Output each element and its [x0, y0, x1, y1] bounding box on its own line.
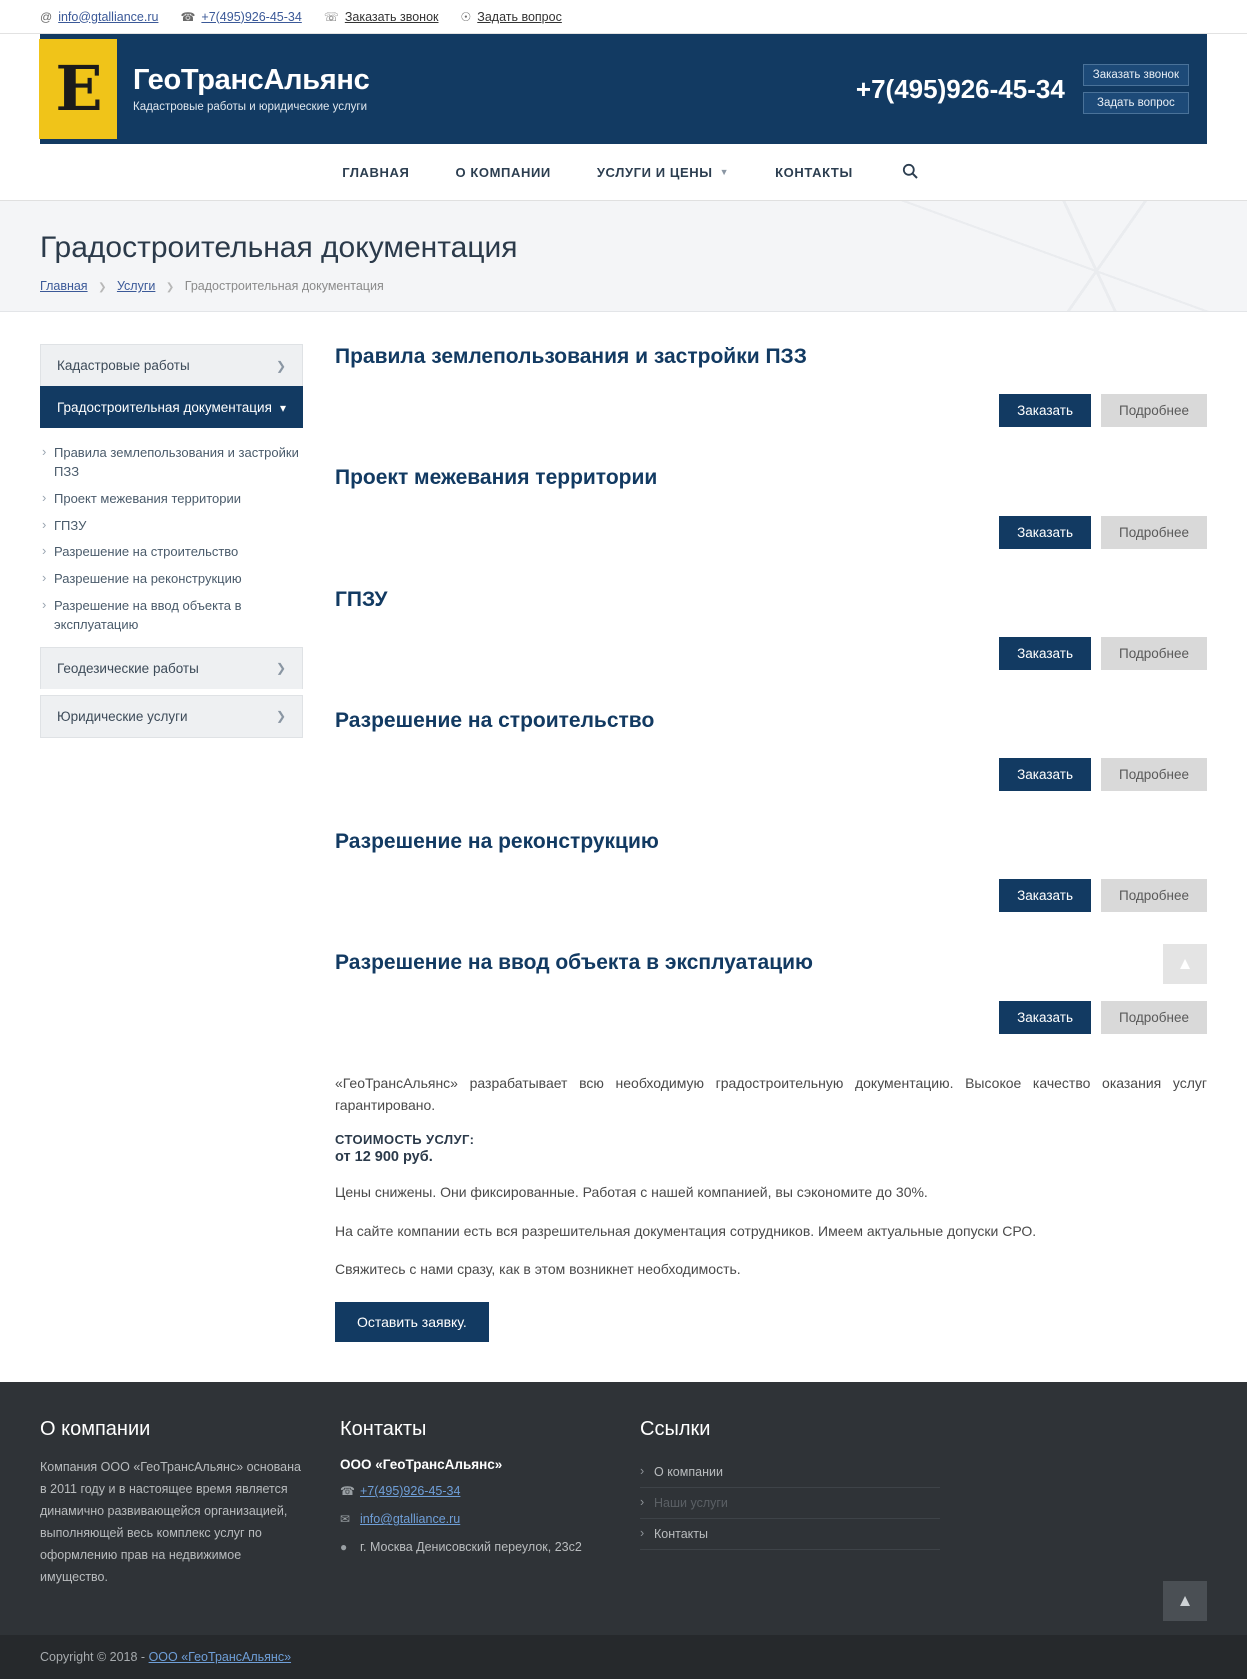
logo[interactable] [39, 39, 117, 139]
service-title: Разрешение на реконструкцию [335, 830, 659, 853]
description-paragraph-3: На сайте компании есть вся разрешительная документация сотрудников. Имеем актуальные допуски СРО. [335, 1222, 1037, 1239]
footer-about-text: Компания ООО «ГеоТрансАльянс» основана в 2011 году и в настоящее время является динамично развивающейся организацией, выполняющей весь комплекс услуг по оформлению прав на недвижимое имущество. [40, 1460, 301, 1584]
service-item [335, 950, 1207, 1033]
sidebar-subitem-rekonstrukciya[interactable]: › Разрешение на реконструкцию [42, 566, 303, 593]
sidebar-item-legal[interactable] [40, 695, 303, 738]
description-paragraph-4: Свяжитесь с нами сразу, как в этом возникнет необходимость. [335, 1261, 741, 1278]
logo-glyph: Е [55, 52, 101, 125]
details-button[interactable]: Подробнее [1101, 758, 1207, 791]
site-header [40, 34, 1207, 144]
service-title: ГПЗУ [335, 587, 388, 611]
topbar-phone[interactable] [180, 10, 301, 24]
nav-item-label: УСЛУГИ И ЦЕНЫ [596, 164, 713, 180]
footer-link-services[interactable]: › Наши услуги [640, 1488, 940, 1519]
sidebar-item-cadastral[interactable] [40, 344, 303, 386]
footer-about [40, 1418, 340, 1588]
scroll-to-top-button[interactable] [1163, 944, 1207, 984]
nav-item-about[interactable] [432, 165, 573, 180]
service-actions [335, 879, 1207, 912]
nav-item-label: КОНТАКТЫ [775, 164, 853, 180]
service-actions [335, 758, 1207, 791]
order-button[interactable]: Заказать [999, 758, 1091, 791]
footer-phone-line[interactable] [340, 1482, 610, 1501]
sidebar-item-urban-docs[interactable] [40, 386, 303, 428]
header-question-button[interactable]: Задать вопрос [1083, 92, 1189, 114]
details-button[interactable]: Подробнее [1101, 1001, 1207, 1034]
page-title-band [0, 201, 1247, 312]
sidebar-subitem-stroitelstvo[interactable]: › Разрешение на строительство [42, 539, 303, 566]
sidebar-item-label: Градостроительная документация [57, 400, 272, 415]
site-footer [0, 1382, 1247, 1634]
sidebar-item-geodesy[interactable] [40, 647, 303, 689]
envelope-icon: ✉ [340, 1512, 351, 1527]
header-buttons [1083, 64, 1189, 114]
service-item [335, 587, 1207, 670]
brand-name: ГеоТрансАльянс [133, 64, 370, 97]
arrow-up-icon: ▲ [1176, 954, 1194, 973]
service-actions [335, 516, 1207, 549]
footer-email-link[interactable]: info@gtalliance.ru [360, 1512, 461, 1527]
at-icon: @ [40, 9, 53, 24]
footer-email-line[interactable] [340, 1510, 610, 1529]
details-button[interactable]: Подробнее [1101, 394, 1207, 427]
chevron-right-icon: ❯ [275, 709, 286, 724]
scroll-to-top-button-footer[interactable] [1163, 1581, 1207, 1621]
chevron-right-icon: ❯ [165, 282, 175, 293]
chevron-down-icon: ▾ [279, 400, 286, 415]
phone-handset-icon: ☏ [323, 9, 339, 24]
topbar-question-link[interactable]: Задать вопрос [477, 9, 562, 24]
footer-contacts [340, 1418, 640, 1588]
price-label: СТОИМОСТЬ УСЛУГ: [335, 1132, 475, 1148]
service-title: Проект межевания территории [335, 466, 658, 490]
chevron-right-icon: ❯ [275, 661, 286, 676]
header-callback-button[interactable]: Заказать звонок [1083, 64, 1189, 86]
header-phone[interactable]: +7(495)926-45-34 [855, 73, 1065, 104]
footer-links-title: Ссылки [640, 1418, 711, 1441]
service-title: Разрешение на строительство [335, 708, 655, 732]
footer-contacts-title: Контакты [340, 1418, 427, 1441]
footer-link-contacts[interactable]: › Контакты [640, 1519, 940, 1550]
topbar-phone-link[interactable]: +7(495)926-45-34 [201, 9, 302, 24]
chevron-down-icon: ▼ [719, 167, 730, 177]
footer-address-line [340, 1538, 610, 1557]
footer-address: г. Москва Денисовский переулок, 23с2 [360, 1539, 582, 1554]
sidebar-submenu [40, 428, 303, 647]
service-item [335, 344, 1207, 427]
order-button[interactable]: Заказать [999, 637, 1091, 670]
nav-wrap [0, 144, 1247, 201]
service-item [335, 829, 1207, 912]
sidebar-item-label: Кадастровые работы [57, 358, 190, 373]
brand-subtitle: Кадастровые работы и юридические услуги [133, 100, 368, 113]
service-actions [335, 1001, 1207, 1034]
breadcrumb [40, 279, 1207, 293]
location-pin-icon: ● [340, 1539, 348, 1554]
service-title: Разрешение на ввод объекта в эксплуатацию [335, 951, 813, 975]
details-button[interactable]: Подробнее [1101, 516, 1207, 549]
nav-item-services[interactable] [574, 165, 752, 180]
breadcrumb-item-home[interactable]: Главная [40, 279, 88, 293]
sidebar-subitem-vvod[interactable]: › Разрешение на ввод объекта в эксплуатацию [42, 593, 303, 639]
nav-item-label: О КОМПАНИИ [455, 164, 551, 180]
breadcrumb-item-current: Градостроительная документация [184, 279, 384, 293]
sidebar-item-label: Юридические услуги [57, 708, 188, 724]
brand [133, 65, 369, 113]
nav-item-contacts[interactable] [752, 165, 876, 180]
chevron-right-icon: ❯ [98, 282, 107, 293]
copyright-company-link[interactable]: ООО «ГеоТрансАльянс» [148, 1649, 292, 1664]
copyright-bar [0, 1635, 1247, 1679]
top-bar [0, 0, 1247, 34]
header-right [856, 64, 1207, 114]
order-button[interactable]: Заказать [999, 516, 1091, 549]
page-content [0, 312, 1247, 1382]
service-item [335, 465, 1207, 548]
breadcrumb-item-services[interactable]: Услуги [116, 279, 156, 293]
service-actions [335, 394, 1207, 427]
search-icon[interactable] [876, 163, 928, 182]
service-title: Правила землепользования и застройки ПЗЗ [335, 345, 807, 368]
details-button[interactable]: Подробнее [1101, 637, 1207, 670]
question-circle-icon: ☉ [460, 9, 472, 24]
chevron-right-icon: ❯ [275, 358, 286, 373]
submit-request-button[interactable]: Оставить заявку. [335, 1302, 489, 1342]
details-button[interactable]: Подробнее [1101, 879, 1207, 912]
phone-icon: ☎ [180, 9, 196, 24]
footer-about-title: О компании [40, 1418, 151, 1441]
arrow-up-icon: ▲ [1176, 1590, 1194, 1610]
service-actions [335, 637, 1207, 670]
copyright-prefix: Copyright © 2018 - [40, 1649, 149, 1664]
phone-icon: ☎ [340, 1484, 355, 1499]
topbar-callback-link[interactable]: Заказать звонок [344, 9, 439, 24]
order-button[interactable]: Заказать [999, 879, 1091, 912]
footer-phone-link[interactable]: +7(495)926-45-34 [360, 1484, 461, 1499]
topbar-email-link[interactable]: info@gtalliance.ru [58, 9, 159, 24]
sidebar [40, 344, 303, 1342]
page-title: Градостроительная документация [40, 231, 518, 264]
nav-item-label: ГЛАВНАЯ [342, 164, 410, 180]
order-button[interactable]: Заказать [999, 1001, 1091, 1034]
topbar-email[interactable] [40, 10, 158, 24]
description-paragraph-1: «ГеоТрансАльянс» разрабатывает всю необходимую градостроительную документацию. Высокое качество оказания услуг гарантировано. [335, 1074, 1207, 1113]
sidebar-subitem-gpzu[interactable]: › ГПЗУ [42, 513, 303, 540]
footer-links [640, 1418, 970, 1588]
nav-item-home[interactable] [319, 165, 432, 180]
description-block [335, 1072, 1207, 1343]
footer-company-name: ООО «ГеоТрансАльянс» [340, 1457, 503, 1473]
sidebar-item-label: Геодезические работы [57, 660, 199, 676]
topbar-question[interactable] [461, 10, 562, 24]
order-button[interactable]: Заказать [999, 394, 1091, 427]
topbar-callback[interactable] [324, 10, 439, 24]
sidebar-subitem-pzz[interactable]: › Правила землепользования и застройки ПЗЗ [42, 440, 303, 486]
main-nav [40, 144, 1207, 200]
service-item [335, 708, 1207, 791]
sidebar-subitem-mezhevanie[interactable]: › Проект межевания территории [42, 486, 303, 513]
footer-link-about[interactable]: › О компании [640, 1457, 940, 1488]
main-column [303, 344, 1207, 1342]
price-value: от 12 900 руб. [335, 1149, 433, 1166]
header-wrap [0, 34, 1247, 144]
description-paragraph-2: Цены снижены. Они фиксированные. Работая с нашей компанией, вы сэкономите до 30%. [335, 1184, 928, 1201]
